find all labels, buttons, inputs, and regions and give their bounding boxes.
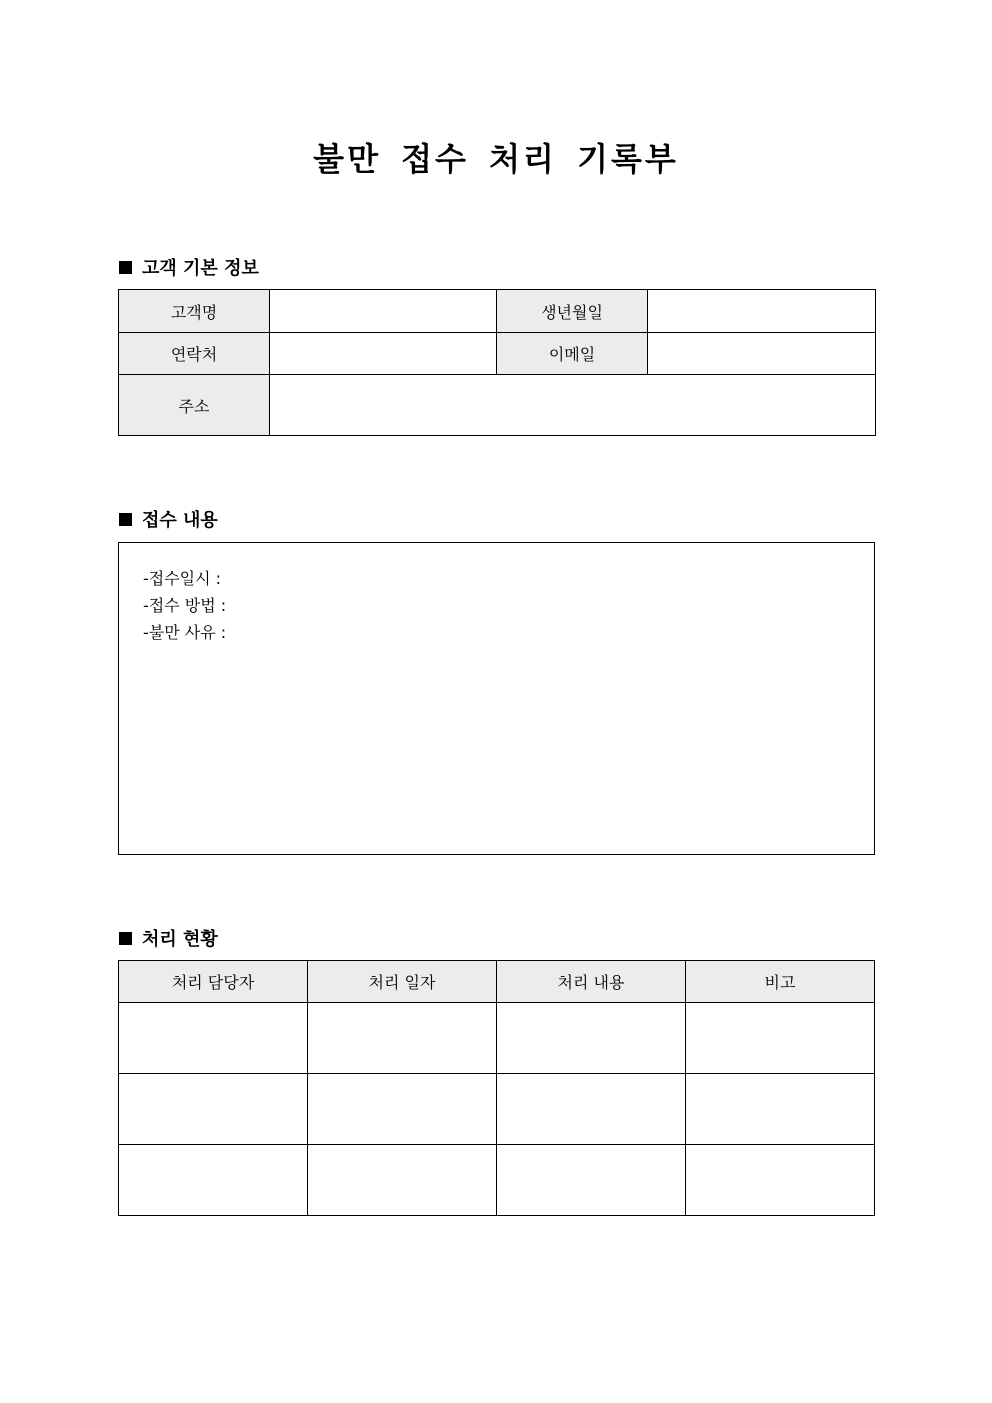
customer-info-table	[118, 289, 876, 436]
date-cell[interactable]	[308, 1074, 497, 1145]
table-row	[119, 1145, 875, 1216]
column-header-date: 처리 일자	[308, 961, 497, 1003]
remarks-cell[interactable]	[686, 1074, 875, 1145]
document-title: 불만 접수 처리 기록부	[313, 140, 679, 178]
processing-heading	[119, 925, 218, 951]
name-label: 고객명	[119, 290, 270, 333]
square-bullet-icon	[119, 932, 132, 945]
email-field[interactable]	[648, 333, 876, 375]
square-bullet-icon	[119, 513, 132, 526]
processing-status-table	[118, 960, 875, 1216]
table-row	[119, 1003, 875, 1074]
complaint-reason-line: -불만 사유 :	[143, 623, 227, 642]
date-cell[interactable]	[308, 1003, 497, 1074]
email-label: 이메일	[497, 333, 648, 375]
receipt-heading-text: 접수 내용	[142, 510, 218, 531]
details-cell[interactable]	[497, 1145, 686, 1216]
name-field[interactable]	[270, 290, 497, 333]
handler-cell[interactable]	[119, 1003, 308, 1074]
details-cell[interactable]	[497, 1003, 686, 1074]
processing-heading-text: 처리 현황	[142, 929, 218, 950]
handler-cell[interactable]	[119, 1145, 308, 1216]
birth-date-label: 생년월일	[497, 290, 648, 333]
receipt-datetime-line: -접수일시 :	[143, 569, 222, 588]
customer-info-heading	[119, 254, 259, 280]
table-row	[119, 1074, 875, 1145]
remarks-cell[interactable]	[686, 1145, 875, 1216]
receipt-content-box[interactable]	[118, 542, 875, 855]
date-cell[interactable]	[308, 1145, 497, 1216]
receipt-heading	[119, 506, 218, 532]
receipt-method-line: -접수 방법 :	[143, 596, 227, 615]
remarks-cell[interactable]	[686, 1003, 875, 1074]
details-cell[interactable]	[497, 1074, 686, 1145]
birth-date-field[interactable]	[648, 290, 876, 333]
receipt-lines	[143, 565, 226, 646]
column-header-handler: 처리 담당자	[119, 961, 308, 1003]
column-header-remarks: 비고	[686, 961, 875, 1003]
column-header-details: 처리 내용	[497, 961, 686, 1003]
handler-cell[interactable]	[119, 1074, 308, 1145]
square-bullet-icon	[119, 261, 132, 274]
address-field[interactable]	[270, 375, 876, 436]
address-label: 주소	[119, 375, 270, 436]
contact-field[interactable]	[270, 333, 497, 375]
contact-label: 연락처	[119, 333, 270, 375]
customer-info-heading-text: 고객 기본 정보	[142, 258, 259, 279]
